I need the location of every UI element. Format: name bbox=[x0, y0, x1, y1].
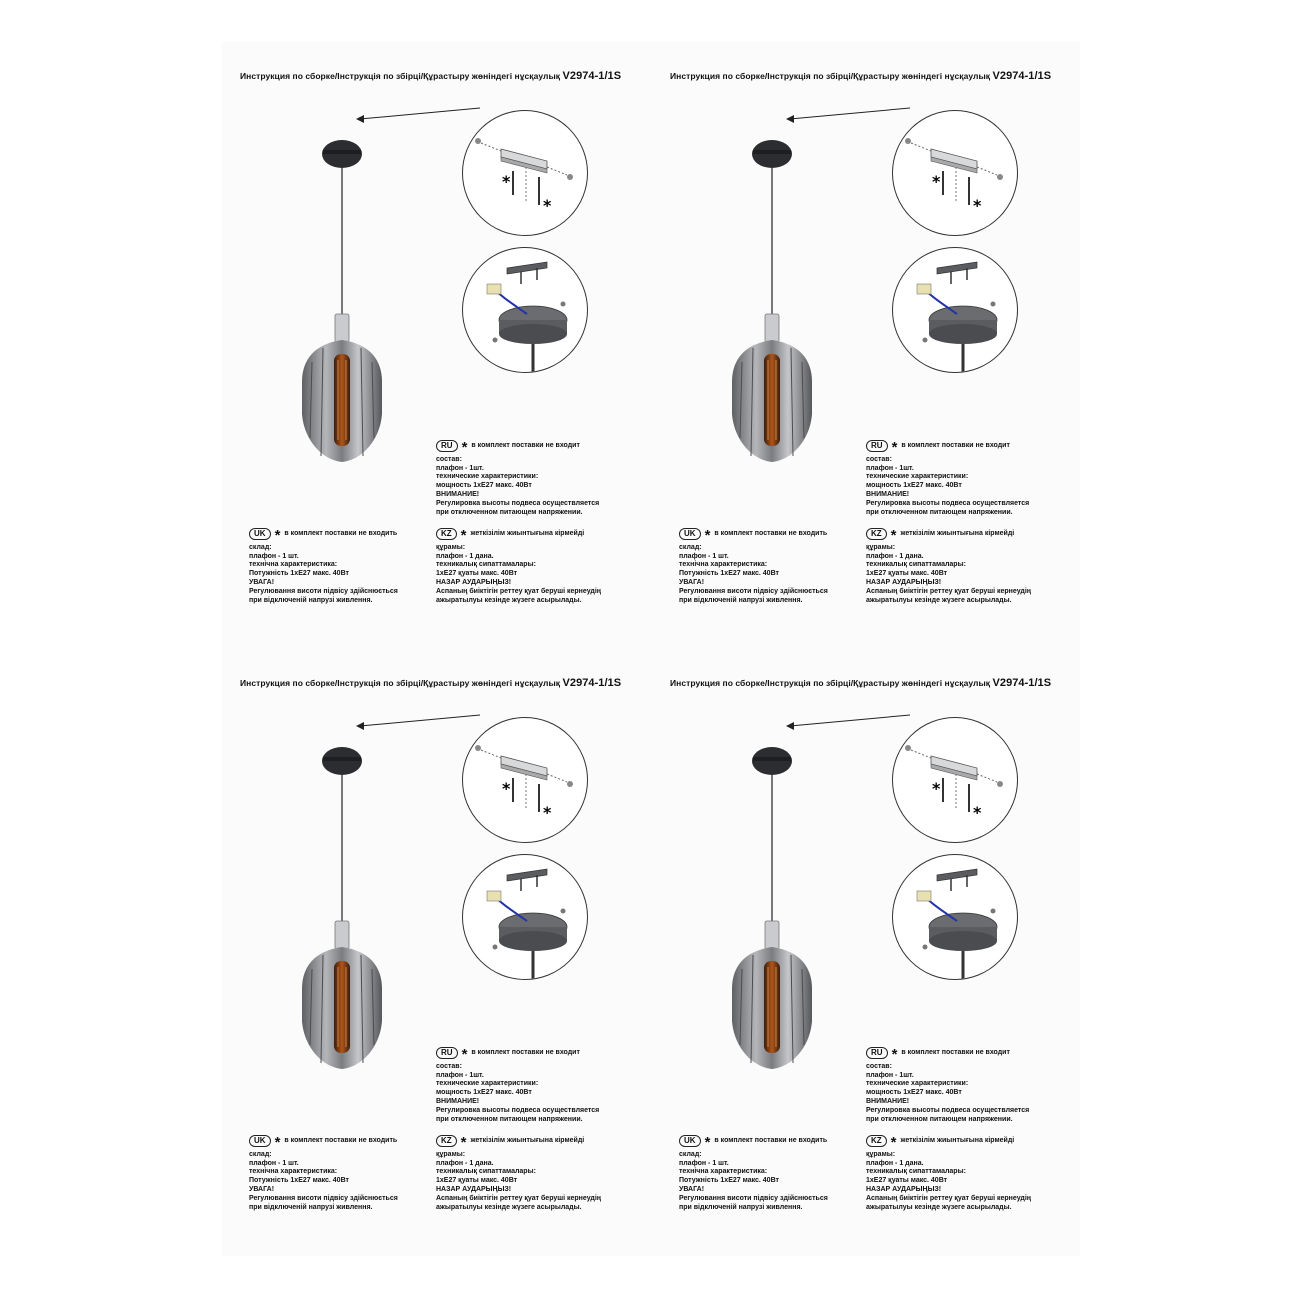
info-line: состав: bbox=[866, 1063, 892, 1070]
info-line: құрамы: bbox=[436, 544, 466, 551]
info-line: Аспаның биіктігін реттеу қуат беруші кернеудің bbox=[436, 1194, 602, 1202]
info-line: Регулировка высоты подвеса осуществляется bbox=[866, 499, 1030, 507]
info-line: Регулювання висоти підвісу здійснюється bbox=[679, 1194, 828, 1202]
asterisk-mark: * bbox=[460, 527, 467, 544]
title-text: Инструкция по сборке/Інструкція по збірці/Құрастыру жөніндегі нұсқаулық bbox=[670, 71, 991, 81]
info-line: склад: bbox=[679, 544, 702, 551]
info-line: плафон - 1 дана. bbox=[866, 552, 924, 560]
asterisk-mark: * bbox=[890, 1134, 897, 1151]
model-number: V2974-1/1S bbox=[562, 677, 622, 689]
lamp-holder bbox=[335, 921, 349, 949]
warning-heading: НАЗАР АУДАРЫҢЫЗ! bbox=[866, 579, 942, 587]
bulb-filament bbox=[764, 961, 780, 1053]
ru-badge: RU bbox=[436, 1047, 458, 1059]
uk-badge: UK bbox=[679, 1135, 701, 1147]
uk-info-block bbox=[249, 528, 398, 605]
info-line: Регулировка высоты подвеса осуществляется bbox=[436, 1106, 600, 1114]
asterisk-mark: * bbox=[274, 527, 281, 544]
info-line: Регулювання висоти підвісу здійснюється bbox=[679, 587, 828, 595]
not-included-note: в комплект поставки не входит bbox=[471, 1048, 580, 1056]
info-line: Потужність 1xE27 макс. 40Вт bbox=[679, 569, 779, 577]
info-line: склад: bbox=[679, 1151, 702, 1158]
info-line: ажыратылуы кезінде жүзеге асырылады. bbox=[866, 1203, 1012, 1211]
uk-info-block bbox=[249, 1135, 398, 1212]
svg-text:*: * bbox=[973, 196, 982, 215]
not-included-note: в комплект поставки не входит bbox=[901, 441, 1010, 449]
warning-heading: НАЗАР АУДАРЫҢЫЗ! bbox=[436, 1186, 512, 1194]
asterisk-mark: * bbox=[704, 1134, 711, 1151]
info-line: мощность 1xE27 макс. 40Вт bbox=[866, 481, 962, 489]
info-line: склад: bbox=[249, 544, 272, 551]
info-line: 1xE27 қуаты макс. 40Вт bbox=[436, 1176, 518, 1184]
info-line: плафон - 1 дана. bbox=[866, 1159, 924, 1167]
not-included-note: в комплект поставки не входить bbox=[714, 529, 828, 537]
uk-info-block bbox=[679, 1135, 828, 1212]
arrow-head bbox=[356, 722, 364, 730]
info-line: техникалық сипаттамалары: bbox=[866, 561, 966, 569]
info-line: Аспаның биіктігін реттеу қуат беруші кернеудің bbox=[866, 1194, 1032, 1202]
ru-info-block bbox=[866, 440, 1029, 517]
lamp-holder bbox=[765, 314, 779, 342]
pointer-arrow bbox=[790, 715, 910, 726]
mounting-bracket-detail bbox=[892, 717, 1018, 843]
info-line: технічна характеристика: bbox=[679, 561, 768, 569]
info-line: техникалық сипаттамалары: bbox=[866, 1168, 966, 1176]
not-included-note: в комплект поставки не входит bbox=[901, 1048, 1010, 1056]
info-line: плафон - 1шт. bbox=[866, 464, 914, 472]
kz-badge: KZ bbox=[436, 528, 457, 540]
kz-info-block bbox=[436, 1135, 601, 1212]
asterisk-mark: * bbox=[890, 527, 897, 544]
info-line: Потужність 1xE27 макс. 40Вт bbox=[249, 1176, 349, 1184]
ru-badge: RU bbox=[866, 440, 888, 452]
mounting-bracket-detail bbox=[892, 110, 1018, 236]
ru-info-block bbox=[436, 440, 599, 517]
asterisk-mark: * bbox=[891, 1046, 898, 1063]
pointer-arrow bbox=[790, 108, 910, 119]
model-number: V2974-1/1S bbox=[562, 70, 622, 82]
info-line: Аспаның биіктігін реттеу қуат беруші кернеудің bbox=[866, 587, 1032, 595]
wiring-detail bbox=[462, 247, 588, 373]
wiring-detail bbox=[462, 854, 588, 980]
info-line: құрамы: bbox=[866, 1151, 896, 1158]
kz-info-block bbox=[866, 1135, 1031, 1212]
not-included-note: жеткізілім жиынтығына кірмейді bbox=[900, 529, 1015, 537]
svg-text:*: * bbox=[502, 779, 511, 798]
uk-badge: UK bbox=[249, 528, 271, 540]
kz-info-block bbox=[436, 528, 601, 605]
asterisk-mark: * bbox=[461, 1046, 468, 1063]
info-line: состав: bbox=[436, 456, 462, 463]
info-line: плафон - 1 шт. bbox=[679, 552, 729, 560]
instruction-panel bbox=[652, 649, 1082, 1249]
not-included-note: в комплект поставки не входит bbox=[471, 441, 580, 449]
warning-heading: ВНИМАНИЕ! bbox=[436, 1098, 480, 1106]
title-text: Инструкция по сборке/Інструкція по збірці/Құрастыру жөніндегі нұсқаулық bbox=[240, 678, 561, 688]
warning-heading: ВНИМАНИЕ! bbox=[866, 1098, 910, 1106]
kz-info-block bbox=[866, 528, 1031, 605]
title-text: Инструкция по сборке/Інструкція по збірці/Құрастыру жөніндегі нұсқаулық bbox=[240, 71, 561, 81]
warning-heading: УВАГА! bbox=[679, 579, 705, 587]
warning-heading: НАЗАР АУДАРЫҢЫЗ! bbox=[866, 1186, 942, 1194]
svg-text:*: * bbox=[502, 172, 511, 191]
ru-badge: RU bbox=[436, 440, 458, 452]
lamp-holder bbox=[335, 314, 349, 342]
wiring-detail bbox=[892, 854, 1018, 980]
not-included-note: в комплект поставки не входить bbox=[284, 1136, 398, 1144]
kz-badge: KZ bbox=[436, 1135, 457, 1147]
arrow-head bbox=[356, 115, 364, 123]
info-line: технічна характеристика: bbox=[679, 1168, 768, 1176]
info-line: технические характеристики: bbox=[866, 1080, 969, 1088]
not-included-note: жеткізілім жиынтығына кірмейді bbox=[470, 529, 585, 537]
model-number: V2974-1/1S bbox=[992, 70, 1052, 82]
info-line: технические характеристики: bbox=[436, 1080, 539, 1088]
info-line: при відключеній напрузі живлення. bbox=[249, 1203, 373, 1211]
info-line: Регулювання висоти підвісу здійснюється bbox=[249, 1194, 398, 1202]
warning-heading: УВАГА! bbox=[249, 1186, 275, 1194]
pointer-arrow bbox=[360, 715, 480, 726]
info-line: при відключеній напрузі живлення. bbox=[679, 1203, 803, 1211]
svg-text:*: * bbox=[973, 803, 982, 822]
title-text: Инструкция по сборке/Інструкція по збірці/Құрастыру жөніндегі нұсқаулық bbox=[670, 678, 991, 688]
svg-text:*: * bbox=[932, 779, 941, 798]
info-line: плафон - 1шт. bbox=[436, 1071, 484, 1079]
warning-heading: ВНИМАНИЕ! bbox=[866, 491, 910, 499]
info-line: состав: bbox=[436, 1063, 462, 1070]
warning-heading: ВНИМАНИЕ! bbox=[436, 491, 480, 499]
kz-badge: KZ bbox=[866, 1135, 887, 1147]
info-line: Регулювання висоти підвісу здійснюється bbox=[249, 587, 398, 595]
info-line: Потужність 1xE27 макс. 40Вт bbox=[249, 569, 349, 577]
model-number: V2974-1/1S bbox=[992, 677, 1052, 689]
bulb-filament bbox=[334, 961, 350, 1053]
info-line: Регулировка высоты подвеса осуществляется bbox=[866, 1106, 1030, 1114]
warning-heading: НАЗАР АУДАРЫҢЫЗ! bbox=[436, 579, 512, 587]
asterisk-mark: * bbox=[274, 1134, 281, 1151]
ru-info-block bbox=[436, 1047, 599, 1124]
not-included-note: жеткізілім жиынтығына кірмейді bbox=[900, 1136, 1015, 1144]
info-line: при отключенном питающем напряжении. bbox=[436, 508, 583, 516]
not-included-note: в комплект поставки не входить bbox=[714, 1136, 828, 1144]
svg-text:*: * bbox=[543, 803, 552, 822]
ru-info-block bbox=[866, 1047, 1029, 1124]
info-line: плафон - 1шт. bbox=[436, 464, 484, 472]
info-line: склад: bbox=[249, 1151, 272, 1158]
instruction-panel bbox=[222, 42, 652, 642]
warning-heading: УВАГА! bbox=[249, 579, 275, 587]
info-line: технічна характеристика: bbox=[249, 1168, 338, 1176]
info-line: состав: bbox=[866, 456, 892, 463]
info-line: при отключенном питающем напряжении. bbox=[436, 1115, 583, 1123]
info-line: ажыратылуы кезінде жүзеге асырылады. bbox=[436, 1203, 582, 1211]
info-line: 1xE27 қуаты макс. 40Вт bbox=[866, 569, 948, 577]
bulb-filament bbox=[334, 354, 350, 446]
info-line: технические характеристики: bbox=[436, 473, 539, 481]
info-line: Потужність 1xE27 макс. 40Вт bbox=[679, 1176, 779, 1184]
info-line: 1xE27 қуаты макс. 40Вт bbox=[436, 569, 518, 577]
wiring-detail bbox=[892, 247, 1018, 373]
info-line: плафон - 1 дана. bbox=[436, 552, 494, 560]
info-line: техникалық сипаттамалары: bbox=[436, 1168, 536, 1176]
info-line: при відключеній напрузі живлення. bbox=[679, 596, 803, 604]
info-line: 1xE27 қуаты макс. 40Вт bbox=[866, 1176, 948, 1184]
not-included-note: в комплект поставки не входить bbox=[284, 529, 398, 537]
info-line: плафон - 1 дана. bbox=[436, 1159, 494, 1167]
warning-heading: УВАГА! bbox=[679, 1186, 705, 1194]
arrow-head bbox=[786, 115, 794, 123]
mounting-bracket-detail bbox=[462, 110, 588, 236]
uk-badge: UK bbox=[679, 528, 701, 540]
not-included-note: жеткізілім жиынтығына кірмейді bbox=[470, 1136, 585, 1144]
info-line: плафон - 1 шт. bbox=[249, 552, 299, 560]
info-line: құрамы: bbox=[866, 544, 896, 551]
info-line: мощность 1xE27 макс. 40Вт bbox=[436, 1088, 532, 1096]
arrow-head bbox=[786, 722, 794, 730]
asterisk-mark: * bbox=[891, 439, 898, 456]
asterisk-mark: * bbox=[704, 527, 711, 544]
mounting-bracket-detail bbox=[462, 717, 588, 843]
lamp-holder bbox=[765, 921, 779, 949]
info-line: плафон - 1 шт. bbox=[679, 1159, 729, 1167]
info-line: мощность 1xE27 макс. 40Вт bbox=[436, 481, 532, 489]
info-line: при відключеній напрузі живлення. bbox=[249, 596, 373, 604]
info-line: Регулировка высоты подвеса осуществляется bbox=[436, 499, 600, 507]
info-line: технічна характеристика: bbox=[249, 561, 338, 569]
info-line: плафон - 1шт. bbox=[866, 1071, 914, 1079]
info-line: при отключенном питающем напряжении. bbox=[866, 508, 1013, 516]
info-line: мощность 1xE27 макс. 40Вт bbox=[866, 1088, 962, 1096]
uk-badge: UK bbox=[249, 1135, 271, 1147]
ru-badge: RU bbox=[866, 1047, 888, 1059]
uk-info-block bbox=[679, 528, 828, 605]
instruction-sheet bbox=[222, 42, 1080, 1256]
instruction-panel bbox=[222, 649, 652, 1249]
info-line: техникалық сипаттамалары: bbox=[436, 561, 536, 569]
asterisk-mark: * bbox=[460, 1134, 467, 1151]
asterisk-mark: * bbox=[461, 439, 468, 456]
svg-text:*: * bbox=[543, 196, 552, 215]
info-line: при отключенном питающем напряжении. bbox=[866, 1115, 1013, 1123]
info-line: Аспаның биіктігін реттеу қуат беруші кернеудің bbox=[436, 587, 602, 595]
info-line: құрамы: bbox=[436, 1151, 466, 1158]
info-line: технические характеристики: bbox=[866, 473, 969, 481]
kz-badge: KZ bbox=[866, 528, 887, 540]
pointer-arrow bbox=[360, 108, 480, 119]
info-line: плафон - 1 шт. bbox=[249, 1159, 299, 1167]
info-line: ажыратылуы кезінде жүзеге асырылады. bbox=[436, 596, 582, 604]
svg-text:*: * bbox=[932, 172, 941, 191]
instruction-panel bbox=[652, 42, 1082, 642]
info-line: ажыратылуы кезінде жүзеге асырылады. bbox=[866, 596, 1012, 604]
bulb-filament bbox=[764, 354, 780, 446]
